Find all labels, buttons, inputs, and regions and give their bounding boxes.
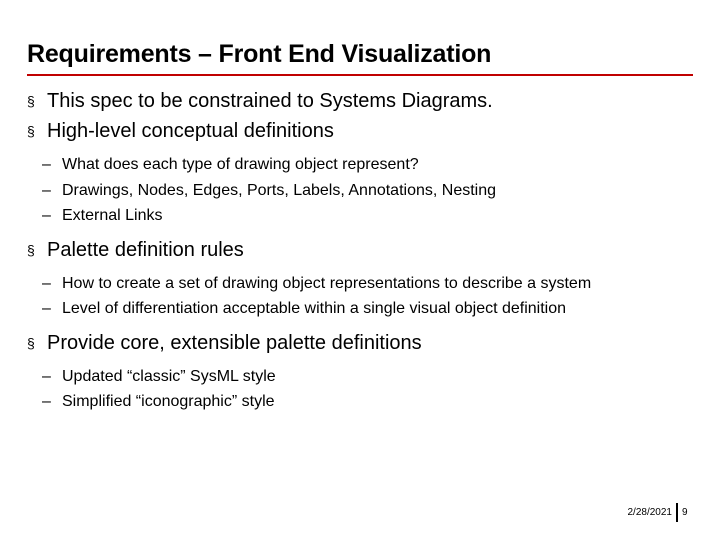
bullet-list [27,86,707,421]
sub-bullet-text: Updated “classic” SysML style [62,367,276,385]
sub-bullet-list [27,271,707,322]
sub-bullet-item [27,271,707,297]
bullet-text: High-level conceptual definitions [47,120,334,142]
bullet-text: This spec to be constrained to Systems Diagrams. [47,90,493,112]
bullet-text: Provide core, extensible palette definitions [47,331,422,354]
sub-bullet-item [27,364,707,390]
bullet-item [27,328,707,358]
title-underline [27,74,693,76]
sub-bullet-item [27,178,707,204]
sub-bullet-list [27,152,707,229]
dash-marker-icon: – [42,367,51,385]
bullet-text: Palette definition rules [47,238,244,261]
dash-marker-icon: – [42,300,51,317]
sub-bullet-item [27,203,707,229]
sub-bullet-text: External Links [62,207,163,224]
sub-bullet-item [27,152,707,178]
bullet-item [27,235,707,265]
sub-bullet-item [27,389,707,415]
sub-bullet-text: Simplified “iconographic” style [62,393,275,410]
dash-marker-icon: – [42,393,51,410]
dash-marker-icon: – [42,207,51,224]
sub-bullet-text: What does each type of drawing object represent? [62,156,419,173]
sub-bullet-text: Level of differentiation acceptable within a single visual object definition [62,300,567,317]
bullet-marker-icon: § [27,93,35,109]
slide-title: Requirements – Front End Visualization [27,40,492,68]
bullet-marker-icon: § [27,334,35,351]
page-number: 9 [682,507,688,518]
sub-bullet-text: How to create a set of drawing object representations to describe a system [62,274,592,292]
bullet-item [27,86,707,116]
bullet-marker-icon: § [27,123,35,139]
bullet-marker-icon: § [27,241,35,258]
dash-marker-icon: – [42,181,51,199]
footer-date: 2/28/2021 [627,507,672,518]
sub-bullet-list [27,364,707,415]
bullet-item [27,116,707,146]
dash-marker-icon: – [42,274,51,292]
footer-divider [676,503,678,522]
dash-marker-icon: – [42,156,51,173]
sub-bullet-item [27,296,707,322]
sub-bullet-text: Drawings, Nodes, Edges, Ports, Labels, Annotations, Nesting [62,181,497,199]
